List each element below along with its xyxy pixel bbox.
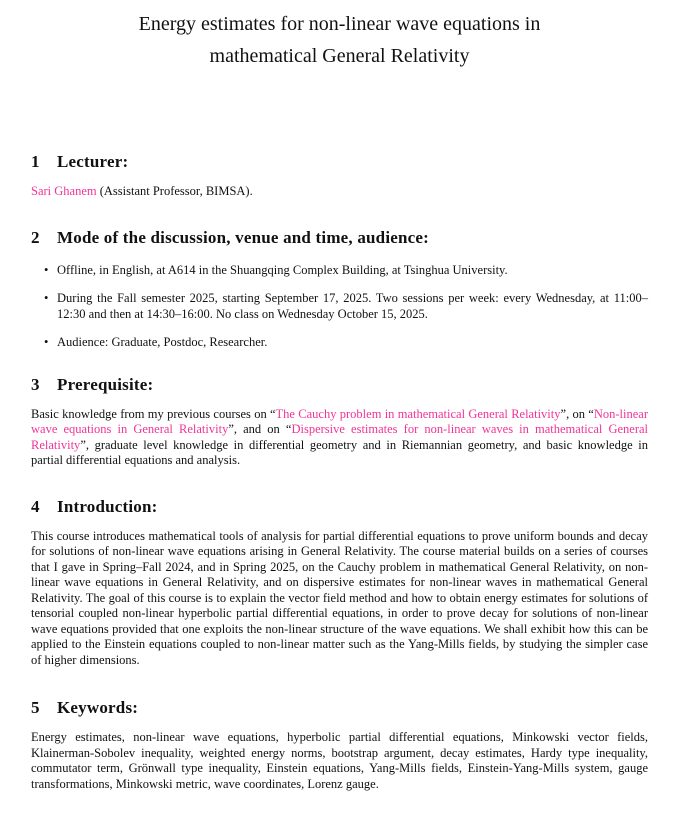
section-introduction xyxy=(31,497,648,669)
document-title: Energy estimates for non-linear wave equations in mathematical General Relativity xyxy=(138,13,541,67)
bullet-icon: • xyxy=(44,335,49,349)
section-title: Lecturer: xyxy=(57,152,129,171)
bullet-text: Audience: Graduate, Postdoc, Researcher. xyxy=(57,335,268,349)
section-mode xyxy=(31,228,648,351)
bullet-item-schedule xyxy=(31,291,648,322)
hyperlink[interactable]: The Cauchy problem in mathematical General Relativity xyxy=(275,406,561,421)
section-prerequisite xyxy=(31,375,648,469)
hyperlink[interactable]: Sari Ghanem xyxy=(31,184,97,198)
bullet-item-audience xyxy=(31,335,648,351)
keywords-paragraph: Energy estimates, non-linear wave equations, hyperbolic partial differential equations, Minkowski vector fields, Klainerman-Sobolev inequality, weighted energy norms, bootstrap argument, decay estimates, Hardy type inequality, commutator term, Grönwall type inequality, Einstein equations, Yang-Mills fields, Einstein-Yang-Mills system, gauge transformations, Minkowski metric, wave coordinates, Lorenz gauge. xyxy=(31,730,648,791)
bullet-icon: • xyxy=(44,291,49,305)
section-heading xyxy=(31,152,648,172)
section-title: Prerequisite: xyxy=(57,374,154,394)
text-segment: ”, graduate level knowledge in differential geometry and in Riemannian geometry, and basic knowledge in partial differential equations and analysis. xyxy=(31,437,648,467)
hyperlink[interactable]: Dispersive estimates for non-linear waves in mathematical General Relativity xyxy=(31,422,649,452)
text-segment: (Assistant Professor, BIMSA). xyxy=(96,184,253,198)
bullet-item-venue xyxy=(31,263,648,279)
hyperlink[interactable]: Non-linear wave equations in General Relativity xyxy=(31,406,648,436)
text-segment: ”, on “ xyxy=(560,406,594,421)
text-segment: Basic knowledge from my previous courses on “ xyxy=(31,406,276,421)
lecturer-paragraph xyxy=(31,184,648,200)
section-number: 4 xyxy=(31,496,40,516)
section-heading xyxy=(31,375,648,395)
mode-bullet-list xyxy=(31,263,648,351)
document-page xyxy=(0,8,679,818)
section-heading xyxy=(31,497,648,517)
section-title: Mode of the discussion, venue and time, audience: xyxy=(57,227,430,247)
section-lecturer xyxy=(31,152,648,200)
section-number: 2 xyxy=(31,227,40,247)
section-title: Introduction: xyxy=(57,496,158,516)
section-title: Keywords: xyxy=(57,698,139,717)
section-number: 3 xyxy=(31,374,40,394)
text-segment: ”, and on “ xyxy=(228,422,292,436)
bullet-icon: • xyxy=(44,262,49,277)
section-heading xyxy=(31,698,648,718)
section-keywords xyxy=(31,698,648,792)
introduction-paragraph: This course introduces mathematical tools of analysis for partial differential equations to prove uniform bounds and decay for solutions of non-linear wave equations arising in General Relativity. The course material builds on a series of courses that I gave in Spring–Fall 2024, and in Spring 2025, on the Cauchy problem in mathematical General Relativity, on non-linear wave equations in General Relativity, and on dispersive estimates for non-linear waves in mathematical General Relativity. The goal of this course is to explain the vector field method and how to obtain energy estimates for solutions of tensorial coupled non-linear hyperbolic partial differential equations, in order to prove decay for solutions of non-linear wave equations provided that one exploits the non-linear structure of the wave equations. We shall exhibit how this can be applied to the Einstein equations coupled to non-linear matter such as the Yang-Mills fields, by studying the simpler case of higher dimensions. xyxy=(31,528,648,667)
bullet-text: During the Fall semester 2025, starting September 17, 2025. Two sessions per week: every Wednesday, at 11:00–12:30 and then at 14:30–16:00. No class on Wednesday October 15, 2025. xyxy=(57,291,648,321)
section-heading xyxy=(31,228,648,248)
bullet-text: Offline, in English, at A614 in the Shuangqing Complex Building, at Tsinghua University. xyxy=(57,262,508,277)
section-number: 5 xyxy=(31,698,40,717)
section-number: 1 xyxy=(31,152,40,171)
prerequisite-paragraph xyxy=(31,407,648,469)
